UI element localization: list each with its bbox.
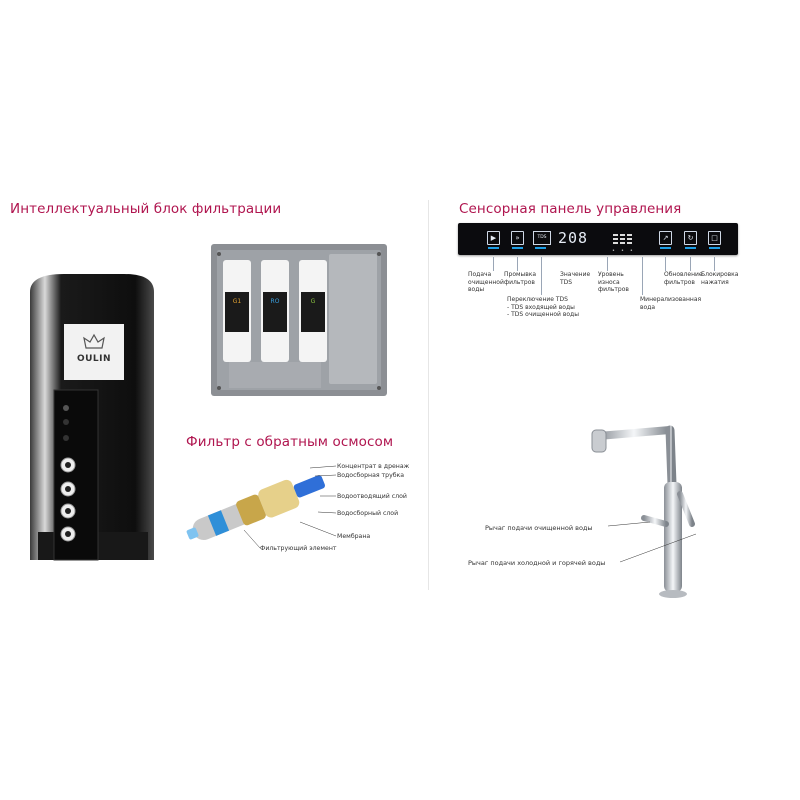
panel-label: Подача очищенной воды <box>468 271 504 293</box>
callout-line <box>714 257 715 271</box>
section-divider <box>428 200 429 590</box>
purifier-unit-image <box>24 272 160 562</box>
cartridge-housing-image <box>209 242 389 398</box>
faucet-label: Рычаг подачи очищенной воды <box>485 524 593 532</box>
panel-indicator <box>535 247 546 249</box>
ro-label: Концентрат в дренаж <box>337 463 410 470</box>
panel-label: Обновление фильтров <box>664 271 703 286</box>
update-filters-icon[interactable]: ↗ <box>659 231 672 245</box>
tds-button[interactable]: TDS <box>533 231 551 245</box>
faucet-leader-lines <box>600 510 700 570</box>
callout-line <box>642 257 643 295</box>
panel-label: Уровень износа фильтров <box>598 271 629 293</box>
refresh-icon[interactable]: ↻ <box>684 231 697 245</box>
callout-line <box>607 257 608 271</box>
callout-line <box>665 257 666 271</box>
panel-indicator <box>512 247 523 249</box>
panel-indicator <box>660 247 671 249</box>
ro-label: Мембрана <box>337 533 371 540</box>
lock-icon[interactable]: □ <box>708 231 721 245</box>
panel-indicator <box>685 247 696 249</box>
faucet-label: Рычаг подачи холодной и горячей воды <box>468 559 606 567</box>
ro-label: Фильтрующий элемент <box>260 545 337 552</box>
callout-line <box>541 257 542 295</box>
panel-indicator <box>488 247 499 249</box>
ro-label: Водоотводящий слой <box>337 493 407 500</box>
brand-logo: OULIN <box>76 354 112 364</box>
panel-label: Промывка фильтров <box>504 271 537 286</box>
cartridge-label: G1 <box>232 298 242 305</box>
tds-display: 208 <box>558 229 589 247</box>
mineral-dots: ••• <box>612 248 639 254</box>
ro-leader-lines <box>230 460 340 555</box>
filter-wear-icon <box>612 232 634 246</box>
tds-switch-label: Переключение TDS - TDS входящей воды - TDS очищенной воды <box>507 296 579 318</box>
panel-indicator <box>709 247 720 249</box>
callout-line <box>690 257 691 271</box>
ro-filter-title: Фильтр с обратным осмосом <box>186 434 394 450</box>
ro-label: Водосборная трубка <box>337 472 405 479</box>
cartridge-label: RO <box>270 298 280 305</box>
control-panel-title: Сенсорная панель управления <box>459 201 682 217</box>
cartridge-label: G <box>310 298 316 305</box>
mineralized-label: Минерализованная вода <box>640 296 702 311</box>
panel-label: Значение TDS <box>560 271 591 286</box>
callout-line <box>517 257 518 271</box>
callout-line <box>493 257 494 271</box>
ro-label: Водосборный слой <box>337 510 399 517</box>
filter-block-title: Интеллектуальный блок фильтрации <box>10 201 282 217</box>
panel-label: Блокировка нажатия <box>701 271 739 286</box>
crown-logo-icon <box>80 332 108 350</box>
dispense-button-icon[interactable]: ▶ <box>487 231 500 245</box>
flush-button-icon[interactable]: » <box>511 231 524 245</box>
